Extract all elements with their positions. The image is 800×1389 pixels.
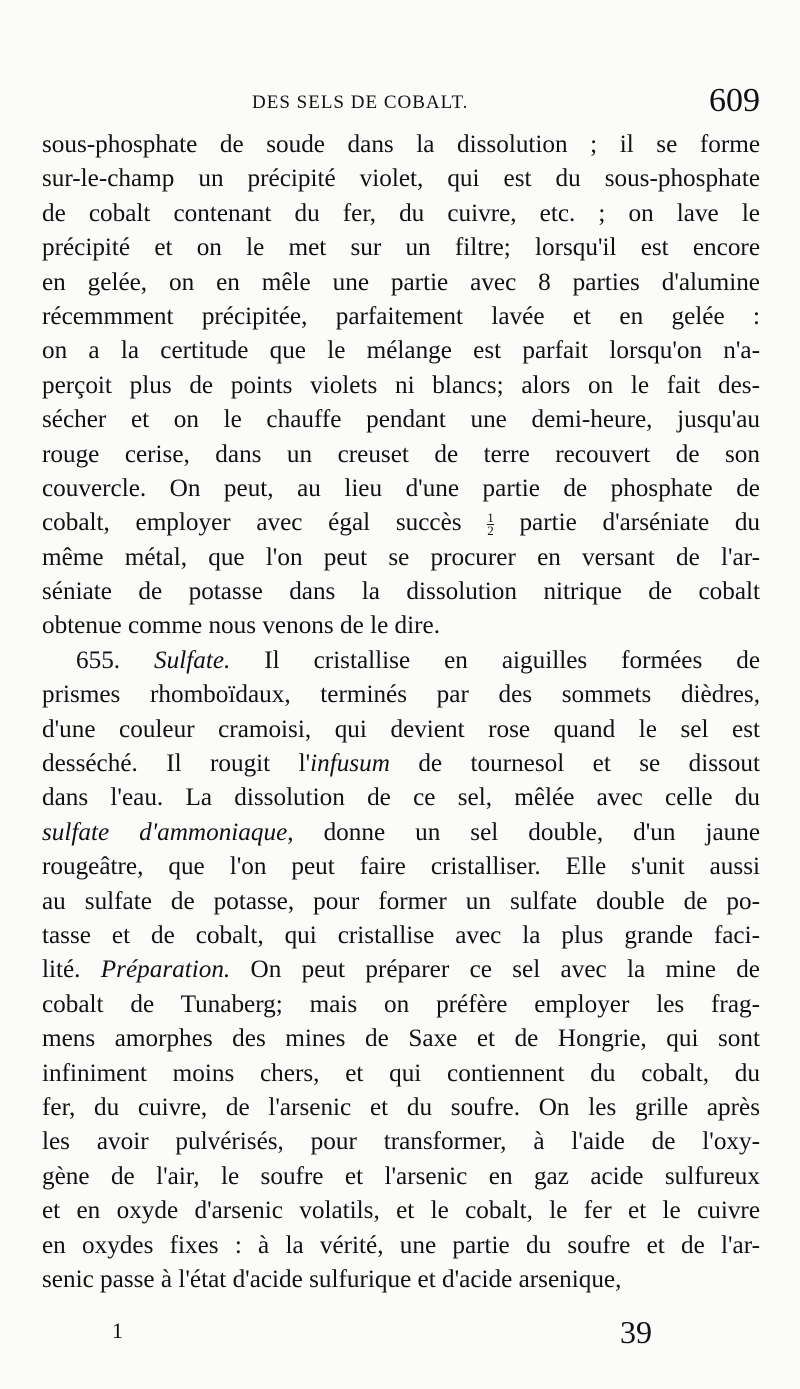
italic-term: sulfate d'ammoniaque bbox=[42, 818, 288, 846]
text-line: obtenue comme nous venons de le dire. bbox=[42, 612, 440, 640]
page-number: 609 bbox=[709, 82, 760, 119]
text-line: perçoit plus de points violets ni blancs; alors on le fait des- bbox=[42, 371, 760, 399]
text-line: infiniment moins chers, et qui contiennent du cobalt, du bbox=[42, 1059, 760, 1087]
text-line: prismes rhomboïdaux, terminés par des sommets dièdres, bbox=[42, 681, 760, 709]
page-header bbox=[42, 82, 760, 124]
text-segment: desséché. Il rougit l' bbox=[42, 750, 311, 778]
text-line bbox=[42, 644, 760, 678]
text-segment: , donne un sel double, d'un jaune bbox=[287, 818, 760, 846]
text-line: en gelée, on en mêle une partie avec 8 parties d'alumine bbox=[42, 268, 760, 296]
italic-term: Préparation. bbox=[100, 956, 231, 984]
text-line: de cobalt contenant du fer, du cuivre, etc. ; on lave le bbox=[42, 199, 760, 227]
text-line bbox=[42, 816, 760, 850]
text-line: et en oxyde d'arsenic volatils, et le cobalt, le fer et le cuivre bbox=[42, 1197, 760, 1225]
text-line: sous-phosphate de soude dans la dissolution ; il se forme bbox=[42, 131, 760, 158]
fraction-numerator: 1 bbox=[487, 510, 494, 526]
italic-term: infusum bbox=[310, 750, 390, 778]
fraction-denominator: 2 bbox=[487, 523, 494, 539]
text-line: fer, du cuivre, de l'arsenic et du soufre. On les grille après bbox=[42, 1093, 760, 1121]
text-line: gène de l'air, le soufre et l'arsenic en gaz acide sulfureux bbox=[42, 1162, 760, 1190]
text-line bbox=[42, 747, 760, 781]
text-line bbox=[42, 953, 760, 987]
running-title: DES SELS DE COBALT. bbox=[252, 92, 469, 113]
text-line: au sulfate de potasse, pour former un sulfate double de po- bbox=[42, 887, 760, 915]
text-line: tasse et de cobalt, qui cristallise avec la plus grande faci- bbox=[42, 921, 760, 949]
italic-term: Sulfate. bbox=[154, 646, 231, 674]
text-segment: 655. bbox=[76, 646, 155, 674]
text-line: mens amorphes des mines de Saxe et de Hongrie, qui sont bbox=[42, 1025, 760, 1053]
body-text bbox=[42, 128, 760, 1297]
text-line: en oxydes fixes : à la vérité, une partie du soufre et de l'ar- bbox=[42, 1231, 760, 1259]
text-line: récemmment précipitée, parfaitement lavée et en gelée : bbox=[42, 302, 760, 330]
text-segment: partie d'arséniate du bbox=[493, 509, 761, 537]
page-footer bbox=[42, 1314, 760, 1358]
text-line: rouge cerise, dans un creuset de terre recouvert de son bbox=[42, 440, 760, 468]
text-segment: lité. bbox=[42, 956, 101, 984]
text-line bbox=[42, 506, 760, 540]
text-line: même métal, que l'on peut se procurer en versant de l'ar- bbox=[42, 543, 760, 571]
text-line: séniate de potasse dans la dissolution nitrique de cobalt bbox=[42, 578, 760, 606]
text-line: dans l'eau. La dissolution de ce sel, mêlée avec celle du bbox=[42, 784, 760, 812]
text-line: sécher et on le chauffe pendant une demi-heure, jusqu'au bbox=[42, 406, 760, 434]
text-line: rougeâtre, que l'on peut faire cristalliser. Elle s'unit aussi bbox=[42, 853, 760, 881]
text-segment: de tournesol et se dissout bbox=[389, 750, 760, 778]
text-line: on a la certitude que le mélange est parfait lorsqu'on n'a- bbox=[42, 337, 760, 365]
text-line: d'une couleur cramoisi, qui devient rose quand le sel est bbox=[42, 715, 760, 743]
sheet-number: 39 bbox=[620, 1314, 652, 1350]
text-line: les avoir pulvérisés, pour transformer, à l'aide de l'oxy- bbox=[42, 1128, 760, 1156]
signature-mark: 1 bbox=[112, 1318, 123, 1343]
text-line: senic passe à l'état d'acide sulfurique et d'acide arsenique, bbox=[42, 1265, 622, 1293]
text-segment: Il cristallise en aiguilles formées de bbox=[230, 646, 760, 674]
text-line: sur-le-champ un précipité violet, qui est du sous-phosphate bbox=[42, 165, 760, 193]
text-line: précipité et on le met sur un filtre; lorsqu'il est encore bbox=[42, 234, 760, 262]
text-segment: cobalt, employer avec égal succès bbox=[42, 509, 488, 537]
text-line: couvercle. On peut, au lieu d'une partie de phosphate de bbox=[42, 474, 760, 502]
text-segment: On peut préparer ce sel avec la mine de bbox=[230, 956, 760, 984]
text-line: cobalt de Tunaberg; mais on préfère employer les frag- bbox=[42, 990, 760, 1018]
